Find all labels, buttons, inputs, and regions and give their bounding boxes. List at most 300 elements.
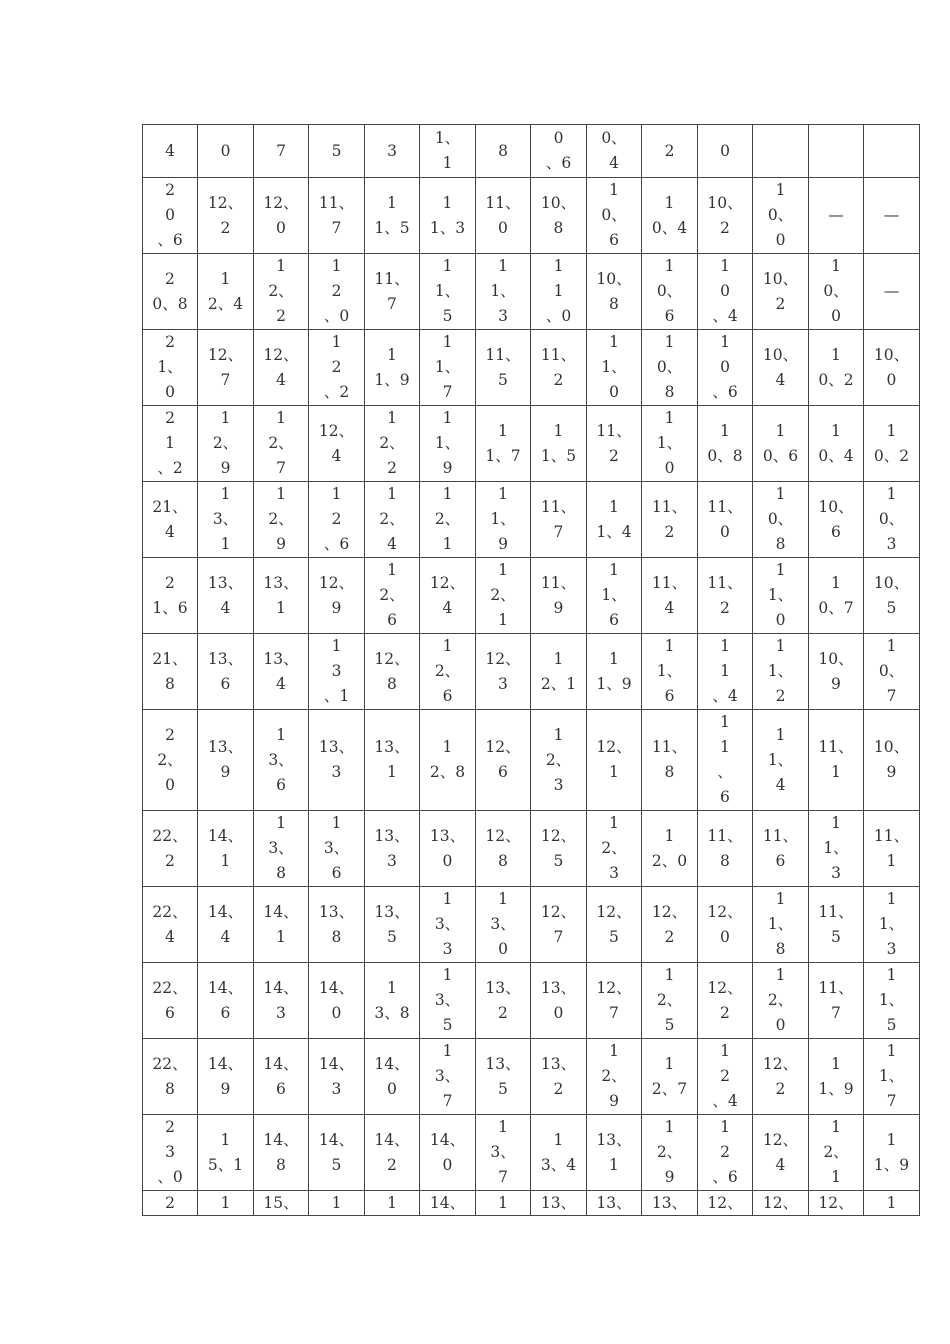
- cell-value: 1 0、2: [873, 421, 910, 465]
- table-cell: [309, 887, 365, 963]
- table-cell: [143, 710, 198, 811]
- cell-value: 5: [331, 141, 342, 160]
- table-cell: [587, 1191, 642, 1216]
- cell-value: 13、 0: [540, 978, 577, 1022]
- cell-value: 0: [220, 141, 231, 160]
- cell-value: 1 2、 6: [434, 637, 461, 705]
- cell-value: 1 0、 0: [823, 257, 849, 325]
- cell-value: 1 2、 1: [490, 561, 516, 629]
- table-cell: [531, 178, 587, 254]
- table-cell: [809, 482, 864, 558]
- cell-value: 12、 7: [540, 902, 577, 946]
- table-cell: [254, 634, 309, 710]
- cell-value: 14、: [429, 1194, 466, 1212]
- cell-value: 1 2 、2: [323, 333, 350, 401]
- table-cell: [587, 1039, 642, 1115]
- table-cell: [864, 1039, 920, 1115]
- table-cell: [198, 125, 254, 178]
- table-cell: [531, 125, 587, 178]
- table-cell: [864, 634, 920, 710]
- table-cell: [143, 811, 198, 887]
- cell-value: 1 3、 6: [268, 725, 294, 794]
- cell-value: 13、: [540, 1194, 577, 1212]
- table-cell: [309, 178, 365, 254]
- table-cell: [365, 125, 420, 178]
- table-cell: [420, 1115, 476, 1191]
- cell-value: 11、 7: [318, 193, 355, 237]
- cell-value: 1 0、 6: [601, 181, 627, 249]
- table-row: [143, 330, 920, 406]
- cell-value: 1 2 、0: [323, 257, 350, 325]
- cell-value: 1 2、 9: [212, 409, 239, 477]
- cell-value: 13、 1: [374, 738, 410, 781]
- table-cell: [753, 887, 809, 963]
- cell-value: 10、 9: [873, 738, 910, 781]
- cell-value: 1 1、 6: [656, 637, 683, 705]
- cell-value: 14、 6: [263, 1054, 299, 1098]
- table-cell: [753, 178, 809, 254]
- table-cell: [143, 482, 198, 558]
- table-cell: [531, 1191, 587, 1216]
- table-cell: [309, 634, 365, 710]
- cell-value: 14、 0: [429, 1130, 466, 1174]
- cell-value: 22、 8: [152, 1054, 188, 1098]
- table-cell: [531, 330, 587, 406]
- cell-value: 22、 2: [152, 826, 188, 870]
- cell-value: 1 2、7: [651, 1054, 688, 1098]
- cell-value: 1 0、6: [762, 421, 799, 465]
- cell-value: 1: [498, 1194, 508, 1212]
- table-row: [143, 482, 920, 558]
- cell-value: 1 0、4: [651, 193, 688, 237]
- cell-value: 11、 7: [540, 497, 577, 541]
- cell-value: 0 、6: [545, 129, 572, 172]
- table-cell: [309, 330, 365, 406]
- cell-value: 1 1、5: [374, 193, 410, 237]
- cell-value: 13、 9: [207, 738, 244, 781]
- table-cell: [365, 330, 420, 406]
- table-cell: [476, 178, 531, 254]
- cell-value: 1 1、9: [596, 649, 632, 693]
- table-cell: [642, 406, 698, 482]
- cell-value: 1: [387, 1194, 397, 1212]
- table-cell: [809, 811, 864, 887]
- table-cell: [420, 254, 476, 330]
- cell-value: 12、: [818, 1194, 854, 1212]
- cell-value: 8: [498, 141, 508, 160]
- table-cell: [143, 634, 198, 710]
- table-cell: [642, 254, 698, 330]
- table-cell: [143, 1115, 198, 1191]
- table-cell: [254, 330, 309, 406]
- cell-value: 21、 8: [152, 649, 188, 693]
- cell-value: 1 1、 0: [656, 409, 683, 477]
- table-cell: [420, 482, 476, 558]
- table-cell: [809, 330, 864, 406]
- table-cell: [698, 887, 753, 963]
- table-cell: [864, 125, 920, 178]
- cell-value: 3: [387, 141, 397, 160]
- table-body: [143, 125, 920, 1216]
- table-cell: [198, 254, 254, 330]
- cell-value: 1 2、4: [207, 269, 244, 313]
- table-cell: [864, 330, 920, 406]
- cell-value: 13、 5: [485, 1054, 521, 1098]
- cell-value: 2 1、6: [152, 573, 188, 617]
- table-cell: [864, 811, 920, 887]
- table-cell: [365, 178, 420, 254]
- table-cell: [698, 482, 753, 558]
- table-cell: [198, 1191, 254, 1216]
- cell-value: 10、 5: [873, 573, 910, 617]
- table-row: [143, 178, 920, 254]
- table-cell: [198, 710, 254, 811]
- table-cell: [809, 1115, 864, 1191]
- cell-value: 12、 8: [374, 649, 410, 693]
- table-cell: [531, 1115, 587, 1191]
- cell-value: 1 1、 3: [878, 890, 905, 958]
- table-cell: [476, 558, 531, 634]
- table-cell: [753, 1191, 809, 1216]
- table-cell: [642, 330, 698, 406]
- table-cell: [420, 811, 476, 887]
- cell-value: 1 1、7: [485, 421, 521, 465]
- table-cell: [698, 963, 753, 1039]
- table-cell: [309, 963, 365, 1039]
- cell-value: 1 2、0: [651, 826, 688, 870]
- table-cell: [864, 710, 920, 811]
- cell-value: 1 1、5: [540, 421, 577, 465]
- table-cell: [420, 963, 476, 1039]
- cell-value: 1 2、1: [540, 649, 577, 693]
- table-cell: [698, 178, 753, 254]
- cell-value: 1 1、9: [818, 1054, 854, 1098]
- table-cell: [809, 887, 864, 963]
- cell-value: 1 1、 5: [434, 257, 461, 325]
- cell-value: 1 1、 3: [823, 814, 849, 882]
- cell-value: 13、 3: [374, 826, 410, 870]
- cell-value: 1 2 、4: [712, 1042, 738, 1110]
- table-cell: [642, 558, 698, 634]
- cell-value: 12、 5: [596, 902, 632, 946]
- cell-value: 12、 0: [707, 902, 743, 946]
- cell-value: 13、: [651, 1194, 688, 1212]
- table-cell: [365, 634, 420, 710]
- cell-value: 12、 8: [485, 826, 521, 870]
- cell-value: 1 3、 7: [490, 1118, 516, 1186]
- cell-value: 12、 0: [263, 193, 299, 237]
- table-cell: [143, 406, 198, 482]
- cell-value: 1 3 、1: [323, 637, 350, 705]
- table-cell: [753, 482, 809, 558]
- table-cell: [254, 558, 309, 634]
- cell-value: 1 2、 9: [656, 1118, 683, 1186]
- cell-value: 10、 2: [707, 193, 743, 237]
- cell-value: 12、 2: [762, 1054, 799, 1098]
- cell-value: 1 2、 2: [379, 409, 405, 477]
- cell-value: 11、 2: [596, 421, 632, 465]
- table-cell: [753, 125, 809, 178]
- table-row: [143, 558, 920, 634]
- cell-value: 1 0、4: [818, 421, 854, 465]
- table-cell: [531, 406, 587, 482]
- table-cell: [420, 178, 476, 254]
- cell-value: 1 1、 0: [601, 333, 627, 401]
- table-cell: [254, 178, 309, 254]
- table-cell: [254, 482, 309, 558]
- table-cell: [309, 125, 365, 178]
- cell-value: 1 1、9: [873, 1130, 910, 1174]
- cell-value: 1 1、 2: [767, 637, 794, 705]
- cell-value: 11、 0: [707, 497, 743, 541]
- cell-value: 12、 4: [318, 421, 355, 465]
- cell-value: 12、 2: [207, 193, 244, 237]
- cell-value: 21、 4: [152, 497, 188, 541]
- table-cell: [476, 1039, 531, 1115]
- cell-value: 1 1、 7: [878, 1042, 905, 1110]
- cell-value: 12、 4: [429, 573, 466, 617]
- table-cell: [365, 1191, 420, 1216]
- table-cell: [254, 963, 309, 1039]
- cell-value: 1、 1: [434, 129, 461, 172]
- cell-value: 11、 5: [485, 345, 521, 389]
- table-cell: [642, 1191, 698, 1216]
- cell-value: 13、 4: [263, 649, 299, 693]
- cell-value: 1 3、 0: [490, 890, 516, 958]
- cell-value: 0: [720, 141, 730, 160]
- cell-value: 1 1、 5: [878, 966, 905, 1034]
- table-cell: [587, 125, 642, 178]
- table-row: [143, 1115, 920, 1191]
- cell-value: 1 1 、 6: [717, 713, 733, 806]
- data-table: [142, 124, 920, 1216]
- cell-value: —: [883, 206, 900, 224]
- cell-value: 1 2、 7: [268, 409, 294, 477]
- cell-value: 14、 3: [318, 1054, 355, 1098]
- cell-value: 1 1、 4: [767, 725, 794, 794]
- table-cell: [809, 634, 864, 710]
- table-cell: [476, 482, 531, 558]
- cell-value: 1 1、 8: [767, 890, 794, 958]
- cell-value: 14、 2: [374, 1130, 410, 1174]
- table-cell: [531, 254, 587, 330]
- table-cell: [587, 178, 642, 254]
- table-cell: [698, 406, 753, 482]
- table-cell: [309, 811, 365, 887]
- cell-value: 10、 8: [596, 269, 632, 313]
- table-cell: [587, 1115, 642, 1191]
- table-cell: [587, 710, 642, 811]
- table-row: [143, 710, 920, 811]
- table-cell: [198, 1039, 254, 1115]
- table-cell: [587, 330, 642, 406]
- cell-value: 13、 3: [318, 738, 355, 781]
- table-row: [143, 634, 920, 710]
- cell-value: 14、 8: [263, 1130, 299, 1174]
- table-cell: [309, 482, 365, 558]
- table-cell: [198, 1115, 254, 1191]
- cell-value: 14、 4: [207, 902, 244, 946]
- table-cell: [254, 1191, 309, 1216]
- table-cell: [531, 482, 587, 558]
- table-cell: [587, 811, 642, 887]
- table-cell: [476, 406, 531, 482]
- table-cell: [420, 558, 476, 634]
- cell-value: 1 3、 8: [268, 814, 294, 882]
- cell-value: 11、 4: [651, 573, 688, 617]
- cell-value: 22、 4: [152, 902, 188, 946]
- cell-value: 10、 4: [762, 345, 799, 389]
- cell-value: 13、 1: [263, 573, 299, 617]
- table-cell: [254, 710, 309, 811]
- table-cell: [864, 482, 920, 558]
- cell-value: 11、 2: [707, 573, 743, 617]
- table-cell: [642, 1115, 698, 1191]
- cell-value: 2 0 、6: [157, 181, 183, 249]
- cell-value: 10、 2: [762, 269, 799, 313]
- table-cell: [864, 406, 920, 482]
- table-row: [143, 125, 920, 178]
- cell-value: 11、 1: [818, 738, 854, 781]
- cell-value: 0、 4: [601, 129, 627, 172]
- cell-value: 1 1、9: [374, 345, 410, 389]
- table-cell: [143, 125, 198, 178]
- table-cell: [809, 178, 864, 254]
- cell-value: 13、 1: [596, 1130, 632, 1174]
- cell-value: 1 1、 3: [490, 257, 516, 325]
- cell-value: 1 3、 5: [434, 966, 461, 1034]
- table-cell: [587, 887, 642, 963]
- cell-value: 12、 2: [707, 978, 743, 1022]
- cell-value: 13、: [596, 1194, 632, 1212]
- table-cell: [531, 558, 587, 634]
- cell-value: 2: [165, 1194, 175, 1212]
- cell-value: 22、 6: [152, 978, 188, 1022]
- table-cell: [531, 710, 587, 811]
- cell-value: 11、 2: [540, 345, 577, 389]
- table-cell: [365, 963, 420, 1039]
- cell-value: 13、 5: [374, 902, 410, 946]
- table-row: [143, 1191, 920, 1216]
- table-cell: [254, 887, 309, 963]
- cell-value: 10、 6: [818, 497, 854, 541]
- table-cell: [420, 125, 476, 178]
- cell-value: 13、 0: [429, 826, 466, 870]
- cell-value: 1 1、4: [596, 497, 632, 541]
- cell-value: 1 1 、4: [712, 637, 738, 705]
- cell-value: 14、 1: [263, 902, 299, 946]
- table-cell: [309, 1039, 365, 1115]
- table-cell: [642, 125, 698, 178]
- table-cell: [476, 330, 531, 406]
- table-cell: [809, 406, 864, 482]
- cell-value: 1 0、 8: [767, 485, 794, 553]
- table-cell: [143, 1039, 198, 1115]
- cell-value: 1 5、1: [207, 1130, 244, 1174]
- table-cell: [365, 482, 420, 558]
- table-cell: [365, 1115, 420, 1191]
- table-cell: [420, 1039, 476, 1115]
- cell-value: 1 2、 4: [379, 485, 405, 553]
- cell-value: 11、 1: [873, 826, 910, 870]
- cell-value: 1 0、7: [818, 573, 854, 617]
- cell-value: 1 3、 3: [434, 890, 461, 958]
- table-cell: [753, 1115, 809, 1191]
- table-cell: [309, 710, 365, 811]
- table-cell: [531, 887, 587, 963]
- cell-value: 7: [276, 141, 286, 160]
- table-cell: [587, 634, 642, 710]
- table-cell: [753, 710, 809, 811]
- cell-value: 11、 9: [540, 573, 577, 617]
- cell-value: 12、 3: [485, 649, 521, 693]
- cell-value: 2 0、8: [152, 269, 188, 313]
- cell-value: 1 2、 2: [268, 257, 294, 325]
- table-cell: [476, 887, 531, 963]
- table-cell: [809, 254, 864, 330]
- cell-value: 12、 9: [318, 573, 355, 617]
- cell-value: 1 0、2: [818, 345, 854, 389]
- table-cell: [864, 558, 920, 634]
- table-cell: [698, 811, 753, 887]
- table-cell: [809, 558, 864, 634]
- table-cell: [753, 811, 809, 887]
- table-cell: [365, 254, 420, 330]
- cell-value: 2 1、 0: [157, 333, 183, 401]
- table-cell: [309, 406, 365, 482]
- cell-value: 1 2、 9: [601, 1042, 627, 1110]
- cell-value: 2 3 、0: [157, 1118, 183, 1186]
- cell-value: 2 2、 0: [157, 725, 183, 794]
- table-cell: [365, 811, 420, 887]
- table-cell: [309, 1115, 365, 1191]
- cell-value: 12、 4: [263, 345, 299, 389]
- table-cell: [753, 963, 809, 1039]
- cell-value: 1 0、 0: [767, 181, 794, 249]
- table-cell: [476, 710, 531, 811]
- table-cell: [198, 558, 254, 634]
- table-cell: [698, 1039, 753, 1115]
- cell-value: 1 2、 9: [268, 485, 294, 553]
- cell-value: 10、 9: [818, 649, 854, 693]
- cell-value: 14、 3: [263, 978, 299, 1022]
- table-cell: [143, 178, 198, 254]
- cell-value: 13、 6: [207, 649, 244, 693]
- table-row: [143, 1039, 920, 1115]
- cell-value: 1 0、 3: [878, 485, 905, 553]
- table-cell: [753, 1039, 809, 1115]
- table-cell: [476, 1191, 531, 1216]
- table-cell: [309, 1191, 365, 1216]
- cell-value: 1 2、 1: [434, 485, 461, 553]
- cell-value: 12、 5: [540, 826, 577, 870]
- table-cell: [420, 710, 476, 811]
- table-cell: [531, 811, 587, 887]
- cell-value: 1 1、3: [429, 193, 466, 237]
- cell-value: 1 1、 6: [601, 561, 627, 629]
- cell-value: 1: [886, 1194, 897, 1212]
- table-cell: [254, 1115, 309, 1191]
- table-cell: [753, 330, 809, 406]
- table-cell: [753, 254, 809, 330]
- table-cell: [587, 406, 642, 482]
- cell-value: 11、 2: [651, 497, 688, 541]
- table-cell: [753, 406, 809, 482]
- table-cell: [254, 406, 309, 482]
- cell-value: 13、 2: [540, 1054, 577, 1098]
- cell-value: 12、 4: [762, 1130, 799, 1174]
- table-cell: [587, 482, 642, 558]
